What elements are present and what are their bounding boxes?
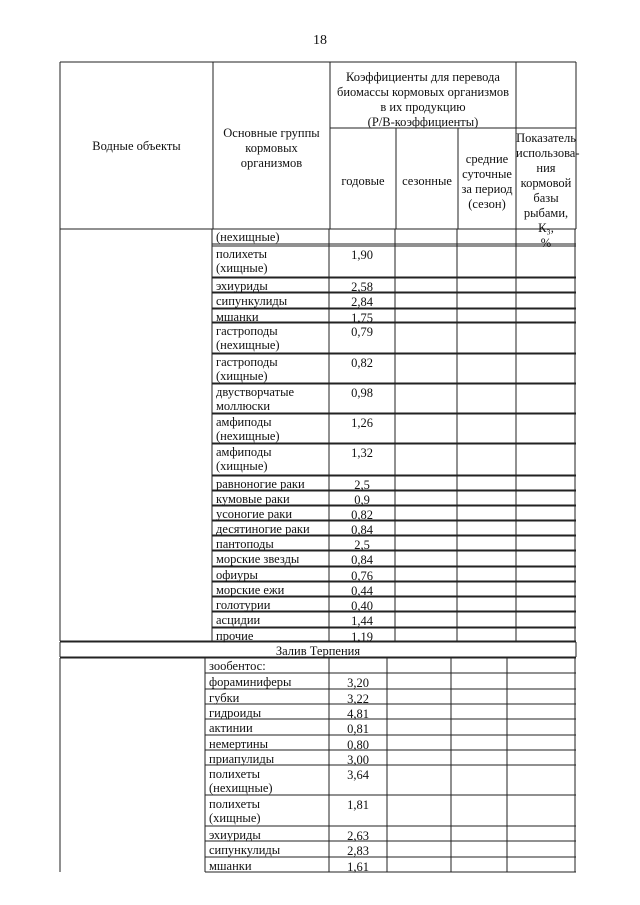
table-row-annual: 3,20: [347, 676, 369, 690]
table-row-annual: 1,19: [351, 630, 373, 644]
table-row-name: голотурии: [216, 598, 271, 612]
header-usage: Показатель использова- ния кормовой базы рыбами, К₃, %: [516, 131, 580, 250]
table-row-annual: 2,58: [351, 280, 373, 294]
header-annual: годовые: [341, 174, 385, 188]
table-row-annual: 1,44: [351, 614, 373, 628]
table-row-name: морские ежи: [216, 583, 285, 597]
header-water-objects: Водные объекты: [92, 139, 181, 153]
table-row-name: эхиуриды: [209, 828, 261, 842]
table-row-name: мшанки: [209, 859, 252, 873]
table-row-name: гастроподы (нехищные): [216, 324, 280, 352]
table-row-annual: 0,76: [351, 569, 373, 583]
table-row-annual: 2,63: [347, 829, 369, 843]
table-row-name: губки: [209, 691, 240, 705]
table-row-name: двустворчатые моллюски: [216, 385, 295, 413]
table-row-annual: 2,83: [347, 844, 369, 858]
table-row-name: полихеты (хищные): [209, 797, 261, 825]
table-row-name: сипункулиды: [216, 294, 288, 308]
header-groups: Основные группы кормовых организмов: [223, 126, 320, 170]
section-title: Залив Терпения: [275, 644, 361, 658]
table-row-annual: 1,90: [351, 248, 373, 262]
table-row-annual: 0,81: [347, 722, 369, 736]
table-row-annual: 0,80: [347, 738, 369, 752]
header-coef-title: Коэффициенты для перевода биомассы кормовых организмов в их продукцию (P/B-коэффициенты): [336, 70, 509, 129]
table-row-name: (нехищные): [216, 230, 280, 244]
table-row-annual: 2,84: [351, 295, 373, 309]
table-row-name: амфиподы (хищные): [216, 445, 272, 473]
table-row-annual: 0,84: [351, 553, 373, 567]
table-row-name: сипункулиды: [209, 843, 281, 857]
table-row-name: актинии: [209, 721, 253, 735]
table-row-annual: 3,64: [347, 768, 369, 782]
table-row-annual: 0,98: [351, 386, 373, 400]
table-row-name: кумовые раки: [216, 492, 290, 506]
table-row-name: десятиногие раки: [216, 522, 310, 536]
table-row-name: эхиуриды: [216, 279, 268, 293]
table-row-name: зообентос:: [209, 659, 266, 673]
table-row-name: гидроиды: [209, 706, 262, 720]
table-row-annual: 0,40: [351, 599, 373, 613]
table-row-name: усоногие раки: [216, 507, 293, 521]
page-number: 18: [313, 33, 327, 48]
header-daily: средние суточные за период (сезон): [461, 152, 513, 211]
table-row-annual: 3,00: [347, 753, 369, 767]
table-row-annual: 0,44: [351, 584, 373, 598]
table-row-name: равноногие раки: [216, 477, 305, 491]
table-row-name: асцидии: [216, 613, 261, 627]
table-row-annual: 1,26: [351, 416, 373, 430]
table-row-name: немертины: [209, 737, 269, 751]
table-row-name: офиуры: [216, 568, 258, 582]
table-row-annual: 0,79: [351, 325, 373, 339]
table-row-name: гастроподы (хищные): [216, 355, 278, 383]
header-seasonal: сезонные: [402, 174, 452, 188]
table-row-annual: 1,75: [351, 311, 373, 325]
table-row-annual: 0,82: [351, 356, 373, 370]
table-row-annual: 1,32: [351, 446, 373, 460]
table-row-name: пантоподы: [216, 537, 274, 551]
table-row-name: прочие: [216, 629, 254, 643]
table-row-annual: 2,5: [354, 478, 370, 492]
table-row-name: мшанки: [216, 310, 259, 324]
table-row-name: полихеты (нехищные): [209, 767, 273, 795]
table-row-annual: 2,5: [354, 538, 370, 552]
table-row-annual: 4,81: [347, 707, 369, 721]
table-row-name: фораминиферы: [209, 675, 292, 689]
table-row-annual: 0,84: [351, 523, 373, 537]
table-row-name: амфиподы (нехищные): [216, 415, 280, 443]
table-row-annual: 3,22: [347, 692, 369, 706]
table-row-name: полихеты (хищные): [216, 247, 268, 275]
table-row-annual: 0,9: [354, 493, 370, 507]
table-row-annual: 1,81: [347, 798, 369, 812]
table-row-name: приапулиды: [209, 752, 275, 766]
table-row-annual: 0,82: [351, 508, 373, 522]
table-row-name: морские звезды: [216, 552, 300, 566]
table-row-annual: 1,61: [347, 860, 369, 874]
